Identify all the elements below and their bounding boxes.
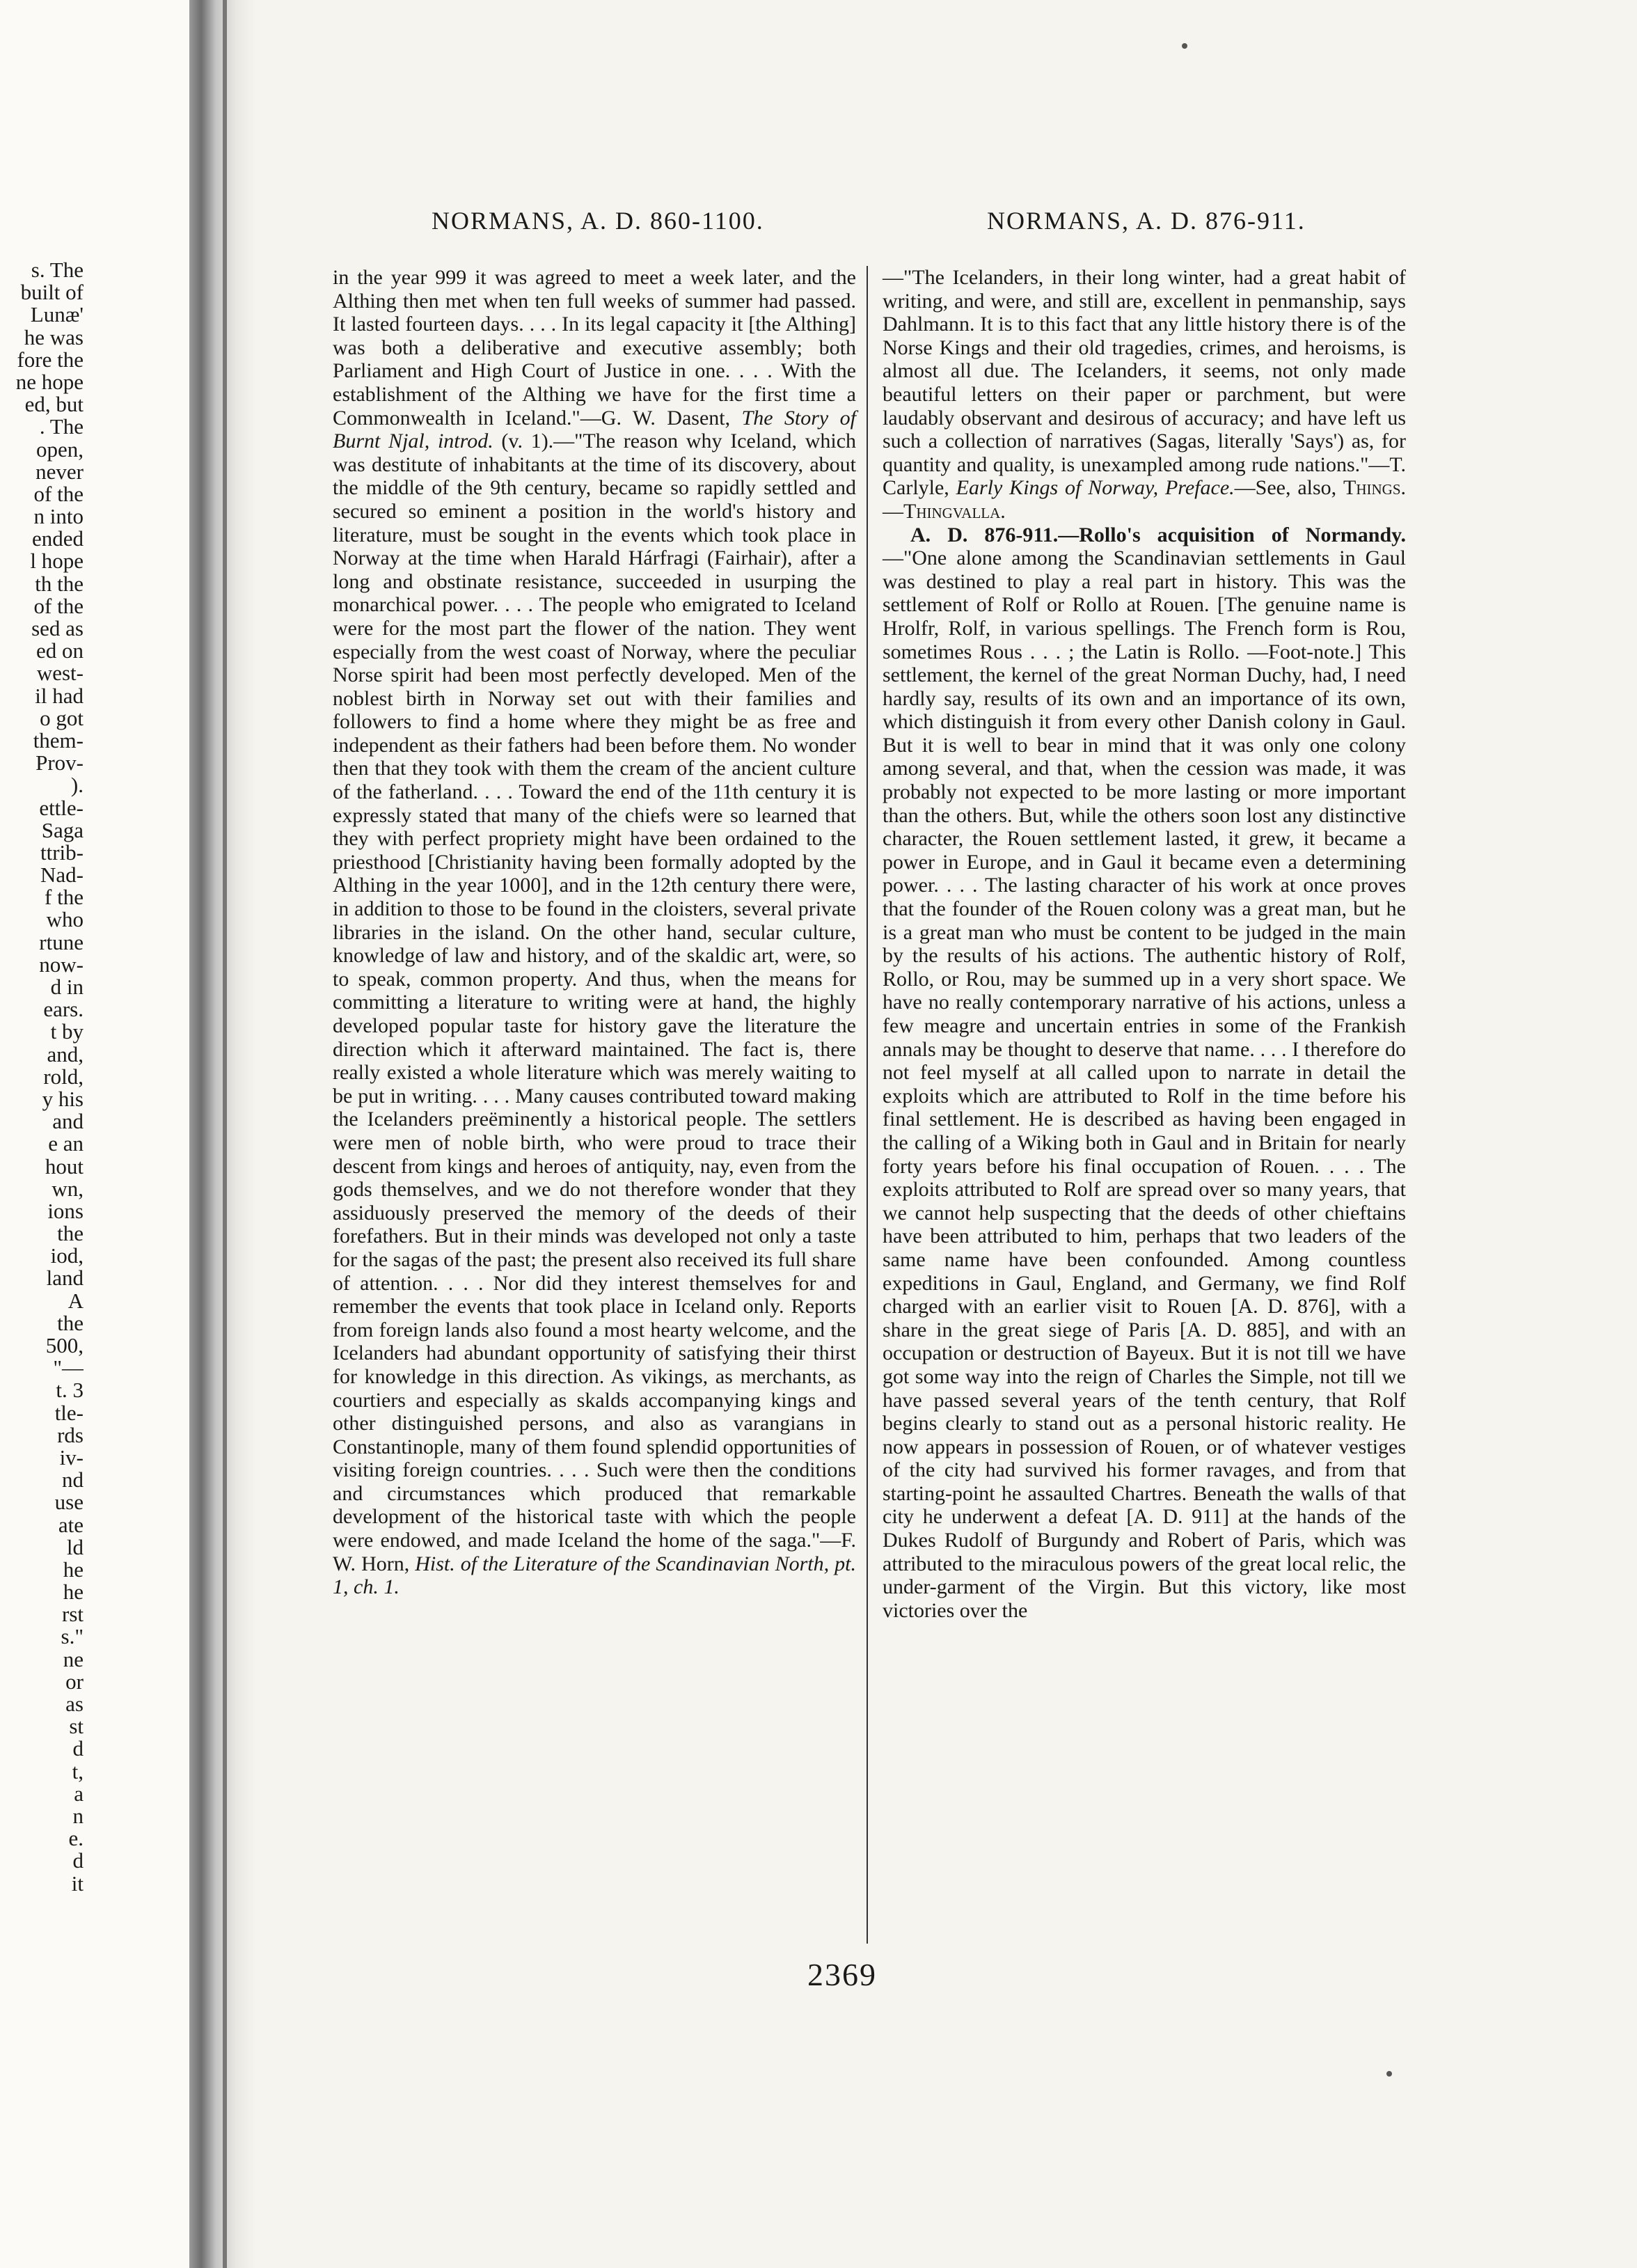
previous-page-line: of the (33, 481, 84, 506)
previous-page-line: now- (39, 952, 84, 977)
previous-page-line: who (46, 907, 84, 932)
previous-page-line: n into (33, 504, 84, 529)
left-citation-2: Hist. of the Literature of the Scandinavian North, pt. 1, ch. 1. (333, 1552, 856, 1599)
previous-page-line: ). (70, 773, 84, 798)
previous-page-line: ne (63, 1646, 84, 1671)
previous-page-line: Lunæ' (30, 302, 84, 327)
previous-page-line: d (72, 1736, 84, 1761)
previous-page-line: s. The (31, 259, 84, 282)
right-text-2: —"One alone among the Scandinavian settlements in Gaul was destined to play a real part in history. This was the settlement of Rolf or Rollo at Rouen. [The genuine name is Hrolfr, Rolf, in various spellings. The French form is Rou, sometimes Rous . . . ; the Latin is Rollo. —Foot-note.] This settlement, the kernel of the great Norman Duchy, had, I need hardly say, results of its own and an importance of its own, which distinguish it from every other Danish colony in Gaul. But it is well to bear in mind that it was only one colony among several, and that, when the cession was made, it was probably not expected to be more lasting or more important than the others. But, while the others soon lost any distinctive character, the Rouen settlement lasted, it grew, it became a power in Europe, and in Gaul it became even a determining power. . . . The lasting character of his work at once proves that the founder of the Rouen colony was a great man, but he is a great man who must be content to be judged in the main by the results of his actions. The authentic history of Rolf, Rollo, or Rou, may be summed up in a very short space. We have no really contemporary narrative of his actions, unless a few meagre and uncertain entries in some of the Frankish annals may be thought to deserve that name. . . . I therefore do not feel myself at all called upon to narrate in detail the exploits which are attributed to Rolf in the time before his final settlement. He is described as having been engaged in the calling of a Wiking both in Gaul and in Britain for nearly forty years before his final occupation of Rouen. . . . The exploits attributed to Rolf are spread over so many years, that we cannot help suspecting that the deeds of other chieftains have been attributed to him, perhaps that two leaders of the same name have been confounded. Among countless expeditions in Gaul, England, and Germany, we find Rolf charged with an earlier visit to Rouen [A. D. 876], with a share in the great siege of Paris [A. D. 885], and with an occupation or destruction of Bayeux. But it is not till we have got some way into the reign of Charles the Simple, not till we have passed several years of the tenth century, that Rolf begins clearly to stand out as a personal historic reality. He now appears in possession of Rouen, or of whatever vestiges of the city had survived his former ravages, and from that starting-point he assaulted Chartres. Beneath the walls of that city he underwent a defeat [A. D. 911] at the hands of the Dukes Rudolf of Burgundy and Robert of Paris, which was attributed to the miraculous powers of the great local relic, the under-garment of the Virgin. But this victory, like most victories over the (883, 546, 1406, 1622)
previous-page-line: "— (53, 1355, 84, 1380)
section-heading: A. D. 876-911.—Rollo's acquisition of Normandy. (910, 523, 1406, 546)
previous-page-line: wn, (52, 1176, 84, 1201)
previous-page-line: t. 3 (56, 1378, 84, 1403)
previous-page-line: ions (47, 1198, 84, 1223)
previous-page-line: and (52, 1109, 84, 1134)
right-text-1: —"The Icelanders, in their long winter, had a great habit of writing, and were, and still are, excellent in penmanship, says Dahlmann. It is to this fact that any little history there is of the Norse Kings and their old tragedies, crimes, and heroisms, is almost all due. The Icelanders, it seems, not only made beautiful letters on their paper or parchment, but were laudably observant and desirous of accuracy; and have left us such a collection of narratives (Sagas, literally 'Says') as, for quantity and quality, is unexampled among rude nations."—T. Carlyle, (883, 266, 1406, 500)
previous-page-line: st (69, 1714, 84, 1739)
previous-page-line: d (72, 1848, 84, 1873)
right-see-also: —See, also, (1234, 476, 1343, 500)
previous-page-line: s." (61, 1624, 84, 1649)
previous-page-line: Saga (41, 817, 84, 842)
right-citation-1: Early Kings of Norway, Preface. (956, 476, 1235, 500)
previous-page-line: A (68, 1288, 84, 1313)
previous-page-line: ed on (35, 638, 84, 663)
previous-page-line: it (71, 1871, 84, 1895)
page-number: 2369 (807, 1957, 877, 1992)
previous-page-line: ettle- (39, 795, 84, 820)
previous-page-line: . The (39, 414, 84, 439)
previous-page-line: and, (47, 1041, 84, 1066)
previous-page-line: il had (35, 683, 84, 708)
left-column (333, 266, 856, 1599)
previous-page-line: use (54, 1490, 84, 1515)
previous-page-line: ttrib- (40, 840, 84, 865)
previous-page-line: built of (20, 280, 84, 305)
previous-page-line: fore the (17, 347, 84, 372)
previous-page-fragments (0, 259, 84, 1895)
previous-page-line: he (63, 1580, 84, 1605)
previous-page-line: sed as (31, 616, 84, 640)
gutter-line (223, 0, 227, 2268)
previous-page-line: y his (42, 1086, 84, 1111)
previous-page-line: of the (33, 593, 84, 618)
previous-page-line: west- (36, 661, 84, 686)
previous-page-line: a (74, 1781, 84, 1806)
previous-page-line: th the (35, 571, 84, 596)
previous-page-line: he (63, 1557, 84, 1582)
previous-page-line: ended (31, 526, 84, 551)
previous-page-line: open, (35, 436, 84, 462)
previous-page-line: rds (57, 1422, 84, 1447)
previous-page-line: rtune (39, 929, 84, 954)
right-paragraph-2 (883, 523, 1406, 1623)
previous-page-line: ne hope (15, 369, 84, 394)
previous-page-line: 500, (45, 1333, 84, 1357)
previous-page-line: ears. (43, 997, 84, 1022)
previous-page-line: e. (68, 1826, 84, 1851)
previous-page-line: the (57, 1310, 84, 1335)
column-rule (867, 266, 868, 1944)
previous-page-line: nd (62, 1467, 84, 1493)
previous-page-line: tle- (54, 1400, 84, 1425)
left-citation-1: The Story of Burnt Njal, introd. (333, 406, 856, 453)
speck (1386, 2071, 1392, 2077)
previous-page-line: he was (24, 324, 84, 349)
previous-page-line: n (72, 1803, 84, 1828)
previous-page-line: f the (45, 885, 84, 910)
speck (1182, 43, 1187, 49)
previous-page-line: t, (72, 1758, 84, 1783)
previous-page-line: hout (45, 1153, 84, 1179)
previous-page-line: ld (66, 1534, 84, 1559)
right-column (883, 266, 1406, 1622)
previous-page-line: the (57, 1221, 84, 1246)
previous-page-line: l hope (30, 549, 84, 574)
previous-page-line: ed, but (24, 392, 84, 417)
previous-page-line: rold, (43, 1064, 84, 1089)
previous-page-line: ate (58, 1512, 84, 1537)
previous-page-line: as (65, 1692, 84, 1716)
left-column-text (333, 266, 856, 1599)
previous-page-line: Prov- (35, 750, 84, 775)
previous-page-line: or (65, 1669, 84, 1694)
previous-page-line: iod, (50, 1243, 84, 1268)
previous-page-line: never (35, 459, 84, 484)
right-cross-reference: Things.—Thingvalla. (883, 476, 1406, 523)
previous-page-line: t by (50, 1019, 84, 1044)
previous-page-line: d in (50, 975, 84, 999)
previous-page-line: iv- (59, 1444, 84, 1470)
previous-page-line: e an (48, 1131, 84, 1156)
running-head-right: NORMANS, A. D. 876-911. (987, 207, 1306, 235)
running-head-left: NORMANS, A. D. 860-1100. (432, 207, 764, 235)
previous-page-line: them- (33, 727, 84, 753)
left-text-1: in the year 999 it was agreed to meet a week later, and the Althing then met when ten full weeks of summer had passed. It lasted fourteen days. . . . In its legal capacity it [the Althing] was both a deliberative and executive assembly; both Parliament and High Court of Justice in one. . . . With the establishment of the Althing we have for the first time a Commonwealth in Iceland."—G. W. Dasent, (333, 266, 856, 430)
right-paragraph-1 (883, 266, 1406, 523)
previous-page-line: o got (40, 705, 84, 730)
previous-page-line: Nad- (40, 863, 84, 888)
left-text-2: (v. 1).—"The reason why Iceland, which was destitute of inhabitants at the time of its discovery, about the middle of the 9th century, became so rapidly settled and secured so eminent a position in the world's history and literature, must be sought in the events which took place in Norway at the time when Harald Hárfragi (Fairhair), after a long and obstinate resistance, succeeded in usurping the monarchical power. . . . The people who emigrated to Iceland were for the most part the flower of the nation. They went especially from the west coast of Norway, where the peculiar Norse spirit had been most perfectly developed. Men of the noblest birth in Norway set out with their families and followers to find a home where they might be as free and independent as their fathers had been before them. No wonder then that they took with them the cream of the ancient culture of the fatherland. . . . Toward the end of the 11th century it is expressly stated that many of the chiefs were so learned that they with perfect propriety might have been ordained to the priesthood [Christianity having been formally adopted by the Althing in the year 1000], and in the 12th century there were, in addition to those to be found in the cloisters, several private libraries in the island. On the other hand, secular culture, knowledge of law and history, and of the skaldic art, were, so to speak, common property. And thus, when the means for committing a literature to writing were at hand, the highly developed popular taste for history gave the literature the direction which it afterward maintained. The fact is, there really existed a whole literature which was merely waiting to be put in writing. . . . Many causes contributed toward making the Icelanders preëminently a historical people. The settlers were men of noble birth, who were proud to trace their descent from kings and heroes of antiquity, nay, even from the gods themselves, and we do not therefore wonder that they assiduously preserved the memory of the deeds of their forefathers. But in their minds was developed not only a taste for the sagas of the past; the present also received its full share of attention. . . . Nor did they interest themselves for and remember the events that took place in Iceland only. Reports from foreign lands also found a most hearty welcome, and the Icelanders had abundant opportunity of satisfying their thirst for knowledge in this direction. As vikings, as merchants, as courtiers and especially as skalds accompanying kings and other distinguished persons, and also as varangians in Constantinople, many of them found splendid opportunities of visiting foreign countries. . . . Such were then the conditions and circumstances which produced that remarkable development of the historical taste with which the people were endowed, and made Iceland the home of the saga."—F. W. Horn, (333, 430, 857, 1575)
previous-page-line: land (46, 1266, 84, 1291)
previous-page-line: rst (62, 1602, 84, 1627)
